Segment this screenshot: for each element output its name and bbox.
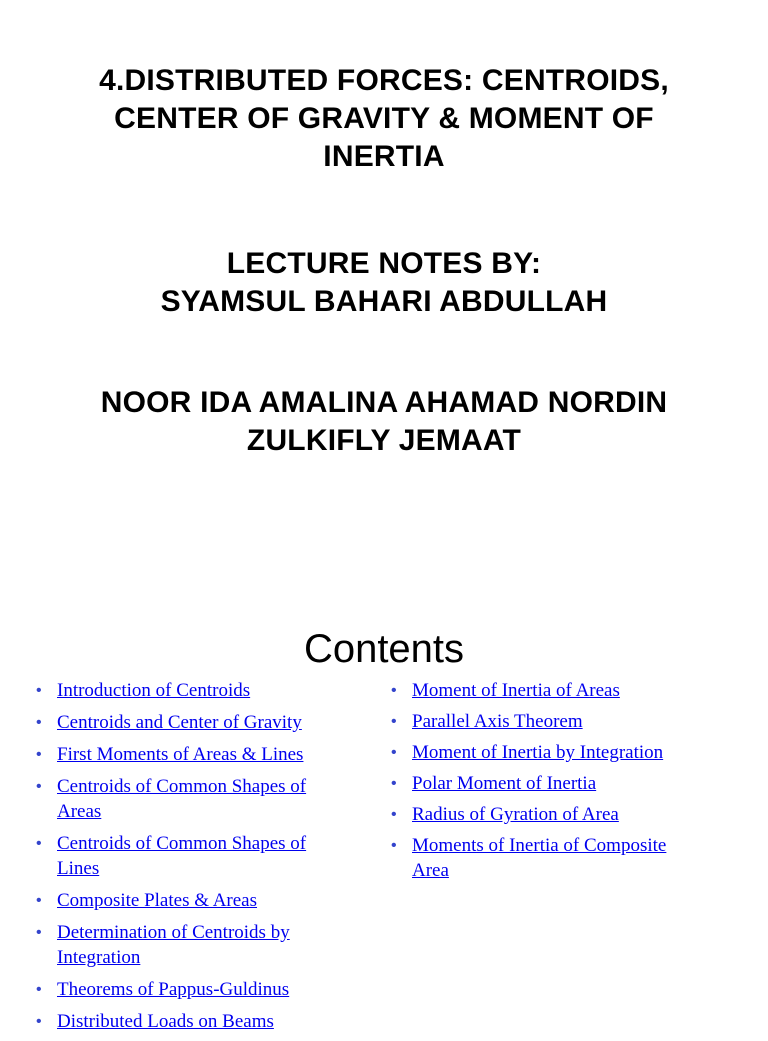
contents-link[interactable]: Determination of Centroids by Integration	[57, 922, 290, 968]
bullet-icon: •	[391, 682, 397, 699]
title-line: INERTIA	[323, 140, 445, 173]
contents-item	[391, 833, 721, 883]
contents-item	[36, 774, 356, 824]
contents-item	[36, 1009, 356, 1034]
contents-item	[391, 740, 721, 765]
authors	[0, 384, 768, 460]
contents-link[interactable]: Polar Moment of Inertia	[412, 773, 597, 794]
bullet-icon: •	[391, 744, 397, 761]
author-name: NOOR IDA AMALINA AHAMAD NORDIN	[100, 386, 668, 419]
contents-item	[36, 977, 356, 1002]
contents-link[interactable]: Radius of Gyration of Area	[412, 804, 619, 825]
notes-line: LECTURE NOTES BY:	[226, 247, 542, 280]
bullet-icon: •	[36, 892, 42, 909]
contents-link[interactable]: Moment of Inertia by Integration	[412, 742, 664, 763]
bullet-icon: •	[36, 746, 42, 763]
bullet-icon: •	[36, 835, 42, 852]
contents-link[interactable]: Distributed Loads on Beams	[57, 1011, 274, 1032]
bullet-icon: •	[391, 806, 397, 823]
contents-link[interactable]: Moments of Inertia of Composite Area	[412, 835, 667, 881]
contents-item	[391, 771, 721, 796]
contents-item	[36, 678, 356, 703]
contents-link[interactable]: Centroids of Common Shapes of Lines	[57, 833, 307, 879]
bullet-icon: •	[36, 778, 42, 795]
contents-link[interactable]: Centroids and Center of Gravity	[57, 712, 302, 733]
bullet-icon: •	[36, 1013, 42, 1030]
bullet-icon: •	[36, 924, 42, 941]
bullet-icon: •	[391, 837, 397, 854]
contents-link[interactable]: Introduction of Centroids	[57, 680, 251, 701]
contents-slide	[0, 600, 768, 1032]
contents-heading: Contents	[303, 627, 465, 671]
bullet-icon: •	[36, 682, 42, 699]
lecture-notes-credit	[0, 245, 768, 321]
author-name: ZULKIFLY JEMAAT	[246, 424, 522, 457]
contents-list-right	[391, 678, 721, 889]
notes-line: SYAMSUL BAHARI ABDULLAH	[160, 285, 608, 318]
contents-item	[36, 920, 356, 970]
lecture-title	[0, 62, 768, 176]
bullet-icon: •	[36, 714, 42, 731]
contents-item	[36, 710, 356, 735]
contents-item	[36, 888, 356, 913]
contents-item	[391, 709, 721, 734]
contents-item	[36, 831, 356, 881]
bullet-icon: •	[391, 713, 397, 730]
title-line: CENTER OF GRAVITY & MOMENT OF	[114, 102, 654, 135]
contents-item	[36, 742, 356, 767]
contents-link[interactable]: Theorems of Pappus-Guldinus	[57, 979, 290, 1000]
contents-link[interactable]: Moment of Inertia of Areas	[412, 680, 620, 701]
contents-item	[391, 678, 721, 703]
title-line: 4.DISTRIBUTED FORCES: CENTROIDS,	[99, 64, 669, 97]
bullet-icon: •	[36, 981, 42, 998]
contents-link[interactable]: Centroids of Common Shapes of Areas	[57, 776, 307, 822]
contents-link[interactable]: First Moments of Areas & Lines	[57, 744, 304, 765]
bullet-icon: •	[391, 775, 397, 792]
contents-link[interactable]: Composite Plates & Areas	[57, 890, 258, 911]
contents-link[interactable]: Parallel Axis Theorem	[412, 711, 583, 732]
contents-list-left	[36, 678, 356, 1041]
contents-item	[391, 802, 721, 827]
